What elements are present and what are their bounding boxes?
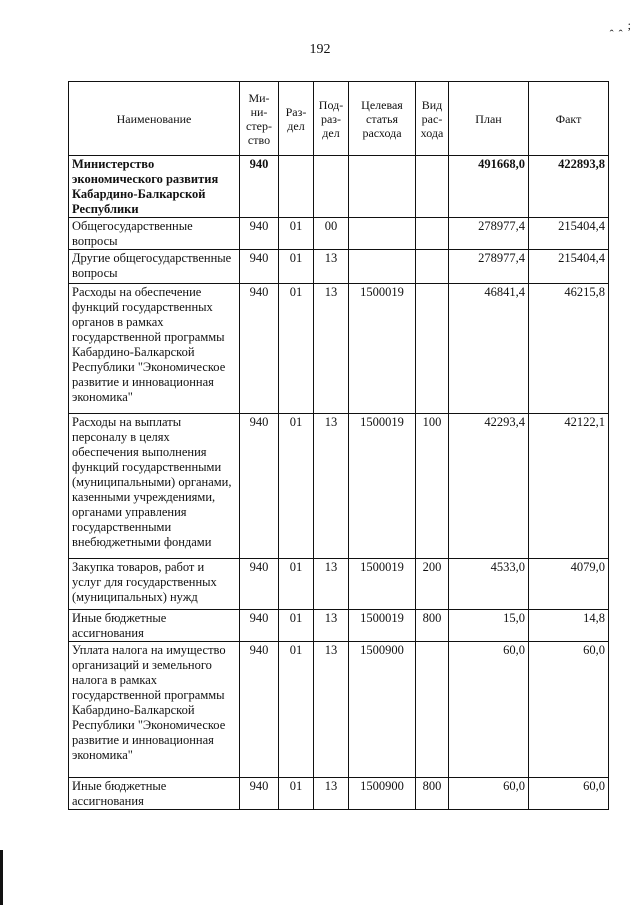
cell-fact: 46215,8	[529, 284, 609, 414]
cell-expense-type	[416, 642, 449, 778]
page-number: 192	[309, 42, 331, 57]
cell-fact: 215404,4	[529, 250, 609, 284]
corner-marks: ꞈ ꞈ ;	[609, 18, 632, 32]
header-row	[69, 82, 609, 156]
cell-fact: 42122,1	[529, 414, 609, 559]
cell-ministry: 940	[240, 414, 279, 559]
cell-target: 1500900	[349, 642, 416, 778]
cell-name: Иные бюджетные ассигнования	[69, 610, 240, 642]
cell-target	[349, 218, 416, 250]
cell-ministry: 940	[240, 642, 279, 778]
header-ministry: Ми- ни- стер- ство	[240, 82, 279, 156]
header-expense-type: Вид рас- хода	[416, 82, 449, 156]
cell-section: 01	[279, 250, 314, 284]
cell-plan: 42293,4	[449, 414, 529, 559]
cell-fact: 422893,8	[529, 156, 609, 218]
cell-target: 1500019	[349, 559, 416, 610]
cell-target	[349, 250, 416, 284]
cell-plan: 60,0	[449, 778, 529, 810]
cell-subsection: 13	[314, 610, 349, 642]
cell-subsection: 13	[314, 414, 349, 559]
cell-expense-type: 200	[416, 559, 449, 610]
cell-section: 01	[279, 559, 314, 610]
table-row	[69, 414, 609, 559]
table-row	[69, 778, 609, 810]
cell-expense-type: 800	[416, 610, 449, 642]
cell-fact: 215404,4	[529, 218, 609, 250]
cell-plan: 4533,0	[449, 559, 529, 610]
table-row	[69, 284, 609, 414]
cell-fact: 60,0	[529, 778, 609, 810]
cell-name: Другие общегосударственные вопросы	[69, 250, 240, 284]
cell-expense-type: 100	[416, 414, 449, 559]
cell-plan: 278977,4	[449, 218, 529, 250]
cell-name: Общегосударственные вопросы	[69, 218, 240, 250]
table-row	[69, 250, 609, 284]
cell-plan: 15,0	[449, 610, 529, 642]
cell-fact: 14,8	[529, 610, 609, 642]
cell-target: 1500019	[349, 284, 416, 414]
cell-ministry: 940	[240, 610, 279, 642]
cell-subsection	[314, 156, 349, 218]
cell-subsection: 13	[314, 778, 349, 810]
header-plan: План	[449, 82, 529, 156]
cell-expense-type: 800	[416, 778, 449, 810]
header-subsection: Под- раз- дел	[314, 82, 349, 156]
cell-name: Расходы на обеспечение функций государственных органов в рамках государственной программы Кабардино-Балкарской Республики "Экономическое развитие и инновационная экономика"	[69, 284, 240, 414]
header-fact: Факт	[529, 82, 609, 156]
table-row	[69, 218, 609, 250]
cell-subsection: 13	[314, 642, 349, 778]
table-row	[69, 156, 609, 218]
cell-plan: 491668,0	[449, 156, 529, 218]
header-name: Наименование	[69, 82, 240, 156]
cell-fact: 60,0	[529, 642, 609, 778]
cell-section: 01	[279, 414, 314, 559]
table-row	[69, 642, 609, 778]
cell-name: Расходы на выплаты персоналу в целях обеспечения выполнения функций государственными (муниципальными) органами, казенными учреждениями, органами управления государственными внебюджетными фондами	[69, 414, 240, 559]
cell-name: Уплата налога на имущество организаций и земельного налога в рамках государственной программы Кабардино-Балкарской Республики "Экономическое развитие и инновационная экономика"	[69, 642, 240, 778]
cell-name: Иные бюджетные ассигнования	[69, 778, 240, 810]
cell-plan: 278977,4	[449, 250, 529, 284]
table-row	[69, 559, 609, 610]
cell-subsection: 00	[314, 218, 349, 250]
cell-target: 1500019	[349, 414, 416, 559]
cell-section: 01	[279, 642, 314, 778]
cell-subsection: 13	[314, 284, 349, 414]
cell-name: Закупка товаров, работ и услуг для государственных (муниципальных) нужд	[69, 559, 240, 610]
cell-plan: 60,0	[449, 642, 529, 778]
cell-section: 01	[279, 610, 314, 642]
cell-plan: 46841,4	[449, 284, 529, 414]
cell-section: 01	[279, 778, 314, 810]
cell-target: 1500900	[349, 778, 416, 810]
cell-fact: 4079,0	[529, 559, 609, 610]
cell-expense-type	[416, 218, 449, 250]
cell-expense-type	[416, 156, 449, 218]
header-section: Раз- дел	[279, 82, 314, 156]
cell-target	[349, 156, 416, 218]
cell-subsection: 13	[314, 559, 349, 610]
cell-subsection: 13	[314, 250, 349, 284]
cell-ministry: 940	[240, 559, 279, 610]
cell-name: Министерство экономического развития Кабардино-Балкарской Республики	[69, 156, 240, 218]
margin-bar	[0, 850, 3, 905]
cell-expense-type	[416, 284, 449, 414]
cell-ministry: 940	[240, 250, 279, 284]
budget-table	[68, 81, 609, 810]
header-target: Целевая статья расхода	[349, 82, 416, 156]
cell-expense-type	[416, 250, 449, 284]
cell-ministry: 940	[240, 218, 279, 250]
cell-ministry: 940	[240, 156, 279, 218]
cell-section: 01	[279, 218, 314, 250]
cell-ministry: 940	[240, 284, 279, 414]
cell-section: 01	[279, 284, 314, 414]
table-row	[69, 610, 609, 642]
cell-target: 1500019	[349, 610, 416, 642]
cell-section	[279, 156, 314, 218]
cell-ministry: 940	[240, 778, 279, 810]
